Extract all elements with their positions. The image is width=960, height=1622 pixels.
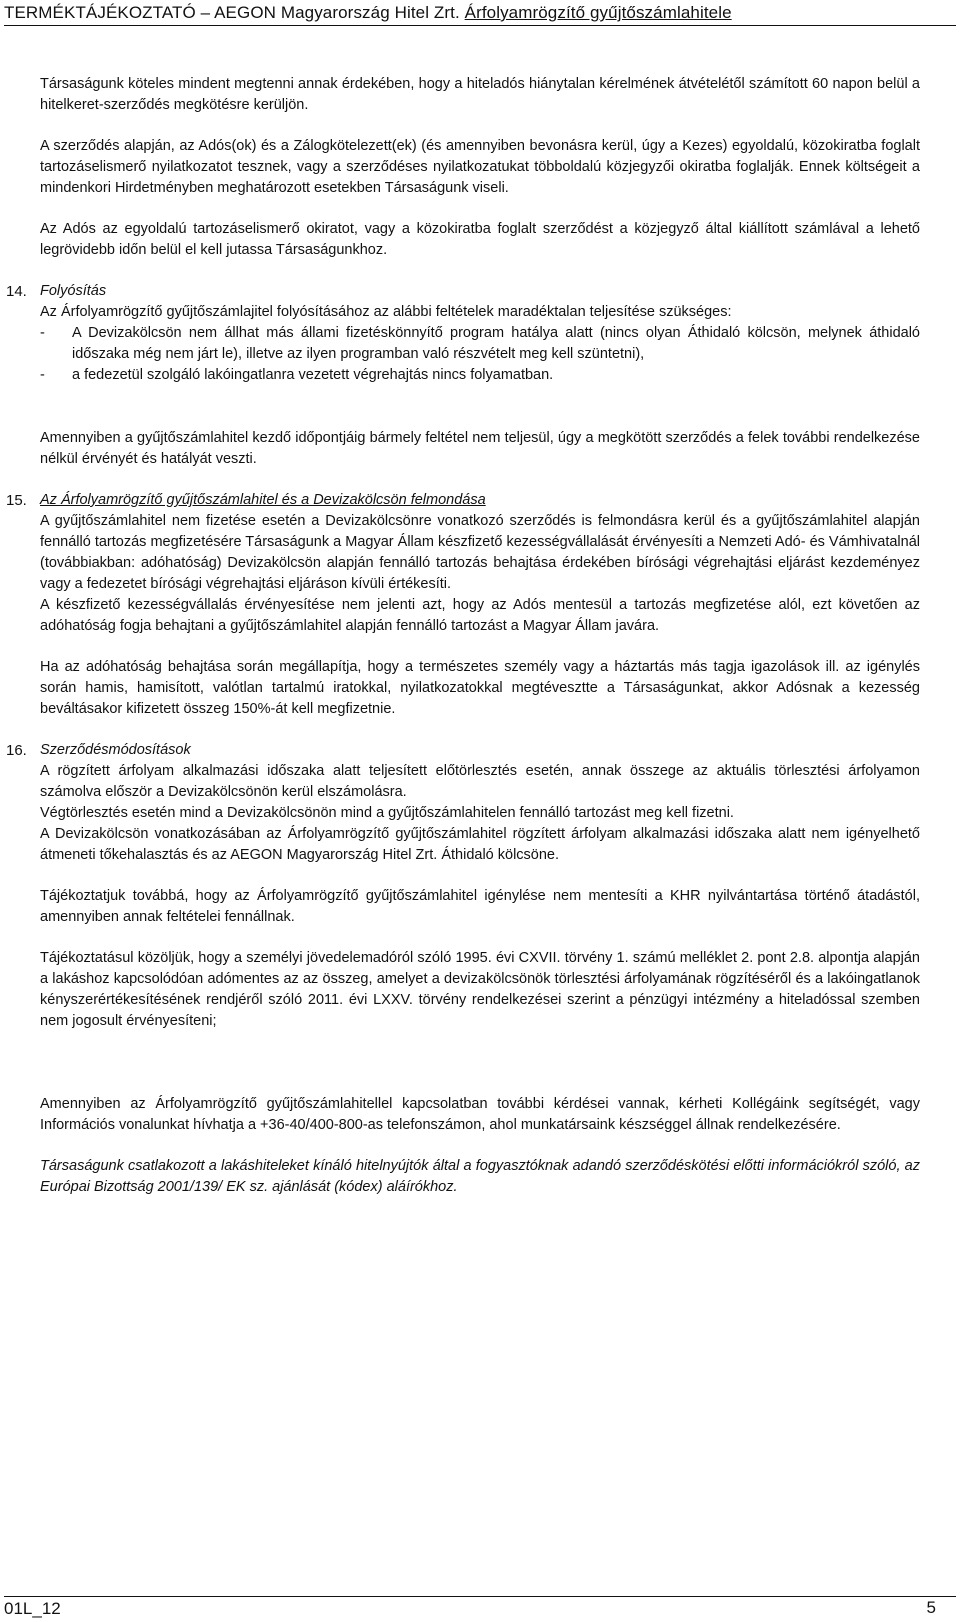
section-15-title: Az Árfolyamrögzítő gyűjtőszámlahitel és a Devizakölcsön felmondása xyxy=(40,492,486,508)
document-body xyxy=(6,74,920,1198)
list-item xyxy=(40,365,920,386)
footer-page-number: 5 xyxy=(926,1598,936,1617)
list-item-text: A Devizakölcsön nem állhat más állami fizetéskönnyítő program hatálya alatt (nincs olyan Áthidaló kölcsön, melynek áthidaló időszaka még nem járt le), illetve az ilyen programban való részvételt meg kell szüntetni), xyxy=(72,325,920,362)
section-16-paragraph: Amennyiben az Árfolyamrögzítő gyűjtőszámlahitellel kapcsolatban további kérdései vannak, kérheti Kollégáink segítségét, vagy Információs vonalunkat hívhatja a +36-40/400-800-as telefonszámon, ahol munkatársaink készséggel állnak rendelkezésére. xyxy=(40,1096,920,1133)
section-14-closing: Amennyiben a gyűjtőszámlahitel kezdő időpontjáig bármely feltétel nem teljesül, úgy a megkötött szerződés a felek további rendelkezése nélkül érvényét és hatályát veszti. xyxy=(40,430,920,467)
list-item-text: a fedezetül szolgáló lakóingatlanra vezetett végrehajtás nincs folyamatban. xyxy=(72,367,554,383)
section-16-number: 16. xyxy=(6,742,27,759)
section-16-paragraph: A Devizakölcsön vonatkozásában az Árfolyamrögzítő gyűjtőszámlahitel rögzített árfolyam alkalmazási időszaka alatt nem igényelhető átmeneti tőkehalasztás és az AEGON Magyarország Hitel Zrt. Áthidaló kölcsöne. xyxy=(40,826,920,863)
list-item xyxy=(40,323,920,365)
list-dash: - xyxy=(40,367,45,383)
section-14-intro: Az Árfolyamrögzítő gyűjtőszámlajitel folyósításához az alábbi feltételek maradéktalan teljesítése szükséges: xyxy=(40,304,732,320)
header-title: Árfolyamrögzítő gyűjtőszámlahitele xyxy=(464,3,732,22)
section-15 xyxy=(6,490,920,720)
section-15-paragraph: Ha az adóhatóság behajtása során megállapítja, hogy a természetes személy vagy a háztartás más tagja igazolások ill. az igénylés során hamis, hamisított, valótlan tartalmú iratokkal, nyilatkozatokkal megtévesztte a Társaságunkat, akkor Adósnak a kezesség beváltásakor kifizetett összeg 150%-át kell megfizetnie. xyxy=(40,659,920,717)
section-16-paragraph: Tájékoztatjuk továbbá, hogy az Árfolyamrögzítő gyűjtőszámlahitel igénylése nem mentesíti a KHR nyilvántartása történő átadástól, amennyiben annak feltételei fennállnak. xyxy=(40,888,920,925)
page-header xyxy=(4,2,956,26)
header-prefix: TERMÉKTÁJÉKOZTATÓ – AEGON Magyarország Hitel Zrt. xyxy=(4,3,465,22)
section-16-paragraph: Tájékoztatásul közöljük, hogy a személyi jövedelemadóról szóló 1995. évi CXVII. törvény 1. számú melléklet 2. pont 2.8. alpontja alapján a lakáshoz kapcsolódóan adómentes az az összeg, amelyet a devizakölcsönök törlesztési árfolyamának rögzítéséről és a lakóingatlanok kényszerértékesítésének rendjéről szóló 2011. évi LXXV. törvény rendelkezései szerint a pénzügyi intézmény a hiteladóssal szemben nem jogosult érvényesíteni; xyxy=(40,950,920,1029)
paragraph-notarial-deed: A szerződés alapján, az Adós(ok) és a Zálogkötelezett(ek) (és amennyiben bevonásra kerül, úgy a Kezes) egyoldalú, közokiratba foglalt tartozáselismerő nyilatkozatot tesznek, vagy a szerződéses nyilatkozatukat többoldalú közjegyzői okiratba foglalják. Ennek költségeit a mindenkori Hirdetményben meghatározott esetekben Társaságunk viseli. xyxy=(40,138,920,196)
section-16-paragraph: A rögzített árfolyam alkalmazási időszaka alatt teljesített előtörlesztés esetén, annak összege az aktuális törlesztési árfolyamon számolva először a Devizakölcsönön kerül elszámolásra. xyxy=(40,763,920,800)
section-14 xyxy=(6,281,920,470)
section-15-number: 15. xyxy=(6,492,27,509)
section-15-paragraph: A készfizető kezességvállalás érvényesítése nem jelenti azt, hogy az Adós mentesül a tartozás megfizetése alól, ezt követően az adóhatóság fogja behajtani a gyűjtőszámlahitel alapján fennálló tartozást a Magyar Állam javára. xyxy=(40,597,920,634)
list-dash: - xyxy=(40,325,45,341)
section-16-paragraph: Végtörlesztés esetén mind a Devizakölcsönön mind a gyűjtőszámlahitelen fennálló tartozást meg kell fizetni. xyxy=(40,805,734,821)
section-14-title: Folyósítás xyxy=(40,283,107,299)
section-15-paragraph: A gyűjtőszámlahitel nem fizetése esetén a Devizakölcsönre vonatkozó szerződés is felmondásra kerül és a gyűjtőszámlahitel alapján fennálló tartozás megfizetésére Társaságunk a Magyar Állam készfizető kezességvállalását érvényesíti a Nemzeti Adó- és Vámhivatalnál (továbbiakban: adóhatóság) Devizakölcsön alapján fennálló tartozás behajtása érdekében bírósági végrehajtási eljárást kezdeményez vagy a fedezetet bírósági végrehajtási eljáráson kívüli értékesíti. xyxy=(40,513,920,592)
section-14-number: 14. xyxy=(6,283,27,300)
section-16 xyxy=(6,740,920,1198)
section-16-title: Szerződésmódosítások xyxy=(40,742,191,758)
section-16-disclaimer: Társaságunk csatlakozott a lakáshiteleket kínáló hitelnyújtók által a fogyasztóknak adandó szerződéskötési előtti információkról szóló, az Európai Bizottság 2001/139/ EK sz. ajánlását (kódex) aláírókhoz. xyxy=(40,1158,920,1195)
footer-document-code: 01L_12 xyxy=(4,1596,956,1619)
paragraph-debtor-obligation: Az Adós az egyoldalú tartozáselismerő okiratot, vagy a közokiratba foglalt szerződést a közjegyző által kiállított számlával a lehető legrövidebb időn belül el kell jutassa Társaságunkhoz. xyxy=(40,221,920,258)
paragraph-contract-deadline: Társaságunk köteles mindent megtenni annak érdekében, hogy a hiteladós hiánytalan kérelmének átvételétől számított 60 napon belül a hitelkeret-szerződés megkötésre kerüljön. xyxy=(40,76,920,113)
